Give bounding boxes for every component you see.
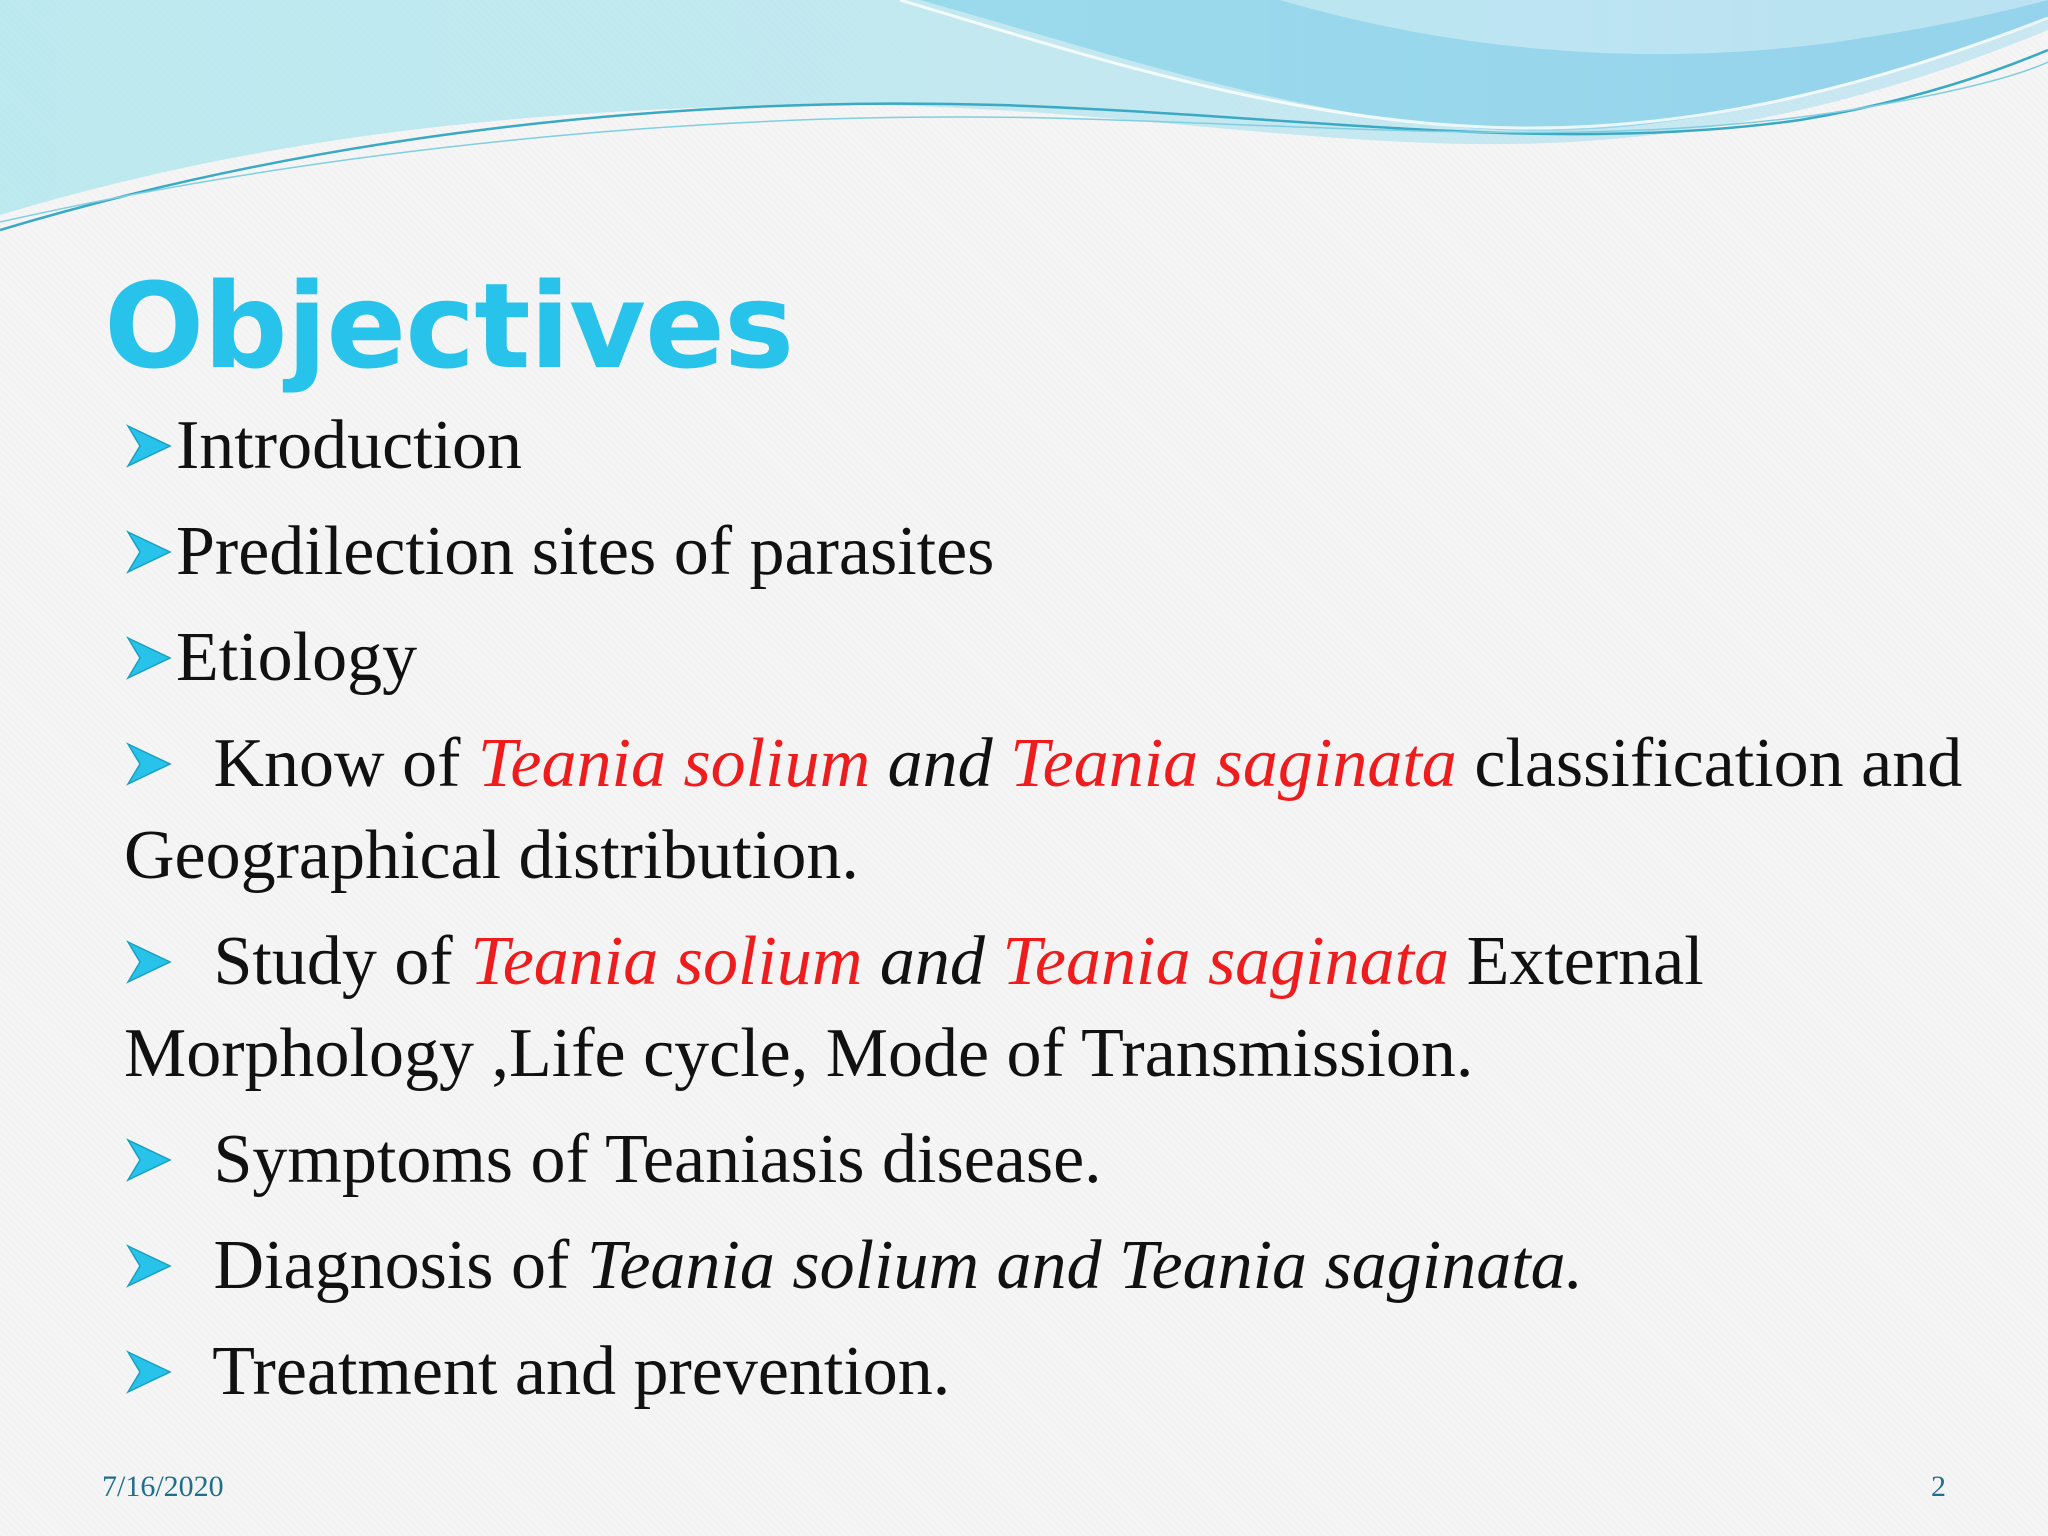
arrowhead-bullet-icon [124, 526, 174, 578]
list-item-text: and [862, 923, 1003, 1000]
slide-title: Objectives [104, 257, 794, 395]
list-item [124, 506, 1984, 598]
species-name: Teania saginata [1010, 725, 1457, 802]
list-item [124, 718, 1984, 902]
list-item [124, 612, 1984, 704]
arrowhead-bullet-icon [124, 1134, 174, 1186]
header-wave-decoration [0, 0, 2048, 240]
list-item-text: External Morphology ,Life cycle, Mode of Transmission. [124, 923, 1704, 1092]
species-name: Teania solium [470, 923, 863, 1000]
species-name: Teania solium and Teania saginata. [586, 1227, 1584, 1304]
list-item-text: Symptoms of Teaniasis disease. [196, 1121, 1102, 1198]
arrowhead-bullet-icon [124, 632, 174, 684]
list-item [124, 400, 1984, 492]
list-item-text: Introduction [176, 407, 523, 484]
list-item [124, 1114, 1984, 1206]
list-item-text: Diagnosis of [196, 1227, 587, 1304]
list-item-text: Predilection sites of parasites [176, 513, 995, 590]
species-name: Teania solium [477, 725, 871, 802]
list-item [124, 1326, 1984, 1418]
slide-number: 2 [1931, 1470, 1946, 1503]
objectives-list [124, 400, 1984, 1432]
list-item [124, 1220, 1984, 1312]
arrowhead-bullet-icon [124, 936, 174, 988]
arrowhead-bullet-icon [124, 1240, 174, 1292]
species-name: Teania saginata [1002, 923, 1450, 1000]
list-item-text: Treatment and prevention. [196, 1333, 951, 1410]
arrowhead-bullet-icon [124, 420, 174, 472]
footer-date: 7/16/2020 [102, 1470, 224, 1503]
arrowhead-bullet-icon [124, 738, 174, 790]
list-item [124, 916, 1984, 1100]
list-item-text: and [870, 725, 1011, 802]
list-item-text: Know of [196, 725, 478, 802]
list-item-text: Etiology [176, 619, 418, 696]
list-item-text: Study of [196, 923, 471, 1000]
arrowhead-bullet-icon [124, 1346, 174, 1398]
list-item-text: classification and Geographical distribution. [124, 725, 1963, 894]
